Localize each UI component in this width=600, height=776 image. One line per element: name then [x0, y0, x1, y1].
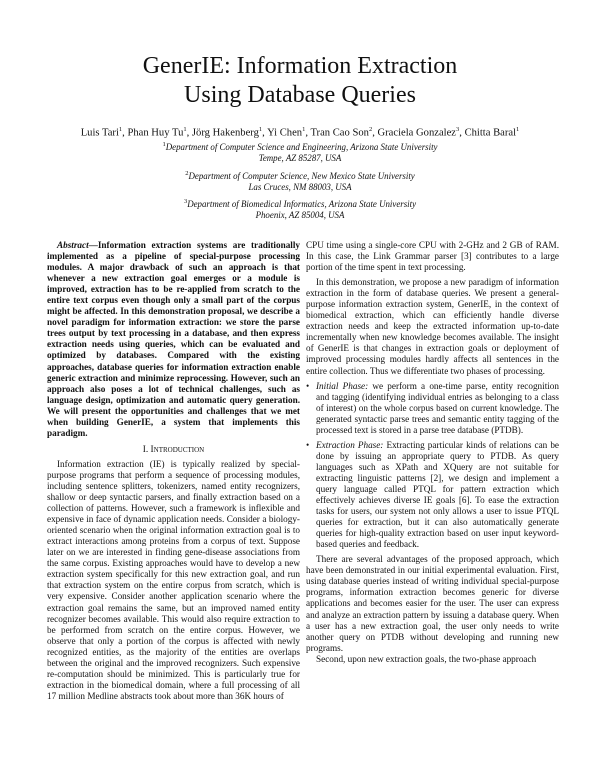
affiliation-dept: Department of Computer Science and Engineering, Arizona State University — [165, 141, 438, 152]
abstract-text: —Information extraction systems are traditionally implemented as a pipeline of special-purpose processing modules. A major drawback of such an approach is that whenever a new extraction goal emerges or a module is improved, extraction has to be re-applied from scratch to the entire text corpus even though only a small part of the corpus might be affected. In this demonstration proposal, we describe a novel paradigm for information extraction: we store the parse trees output by text processing in a database, and then express extraction needs using queries, which can be evaluated and optimized by databases. Compared with the existing approaches, database queries for information extraction enable generic extraction and minimize reprocessing. However, such an approach also poses a lot of technical challenges, such as language design, optimization and automatic query generation. We will present the opportunities and challenges that we met when building GenerIE, a system that implements this paradigm. — [47, 240, 300, 438]
affiliation-3 — [0, 196, 600, 222]
author: Chitta Baral — [464, 127, 517, 139]
bullet-text: we perform a one-time parse, entity recognition and tagging (identifying individual entries as belonging to a class of interest) on the whole corpus based on current knowledge. The generated syntactic parse trees and semantic entity tagging of the processed text is stored in a parse tree database (PTDB). — [316, 380, 559, 435]
author-affiliation-mark: 1 — [516, 126, 520, 133]
bullet-icon: • — [306, 380, 310, 391]
author: Graciela Gonzalez — [377, 127, 457, 139]
bullet-initial-phase — [306, 381, 559, 436]
affiliation-number: 3 — [183, 198, 188, 205]
bullet-label: Initial Phase: — [316, 380, 369, 391]
author: Phan Huy Tu — [127, 127, 184, 139]
author-affiliation-mark: 1 — [302, 126, 306, 133]
affiliation-dept: Department of Computer Science, New Mexico State University — [188, 170, 415, 181]
author-affiliation-mark: 1 — [183, 126, 187, 133]
author: Tran Cao Son — [310, 127, 369, 139]
bullet-extraction-phase — [306, 440, 559, 550]
affiliation-dept: Department of Biomedical Informatics, Arizona State University — [187, 198, 417, 209]
paragraph: In this demonstration, we propose a new paradigm of information extraction in the form of database queries. We present a general-purpose information extraction system, GenerIE, in the context of biomedical extraction, which can efficiently handle diverse extraction needs and keep the extracted information up-to-date incrementally when new knowledge becomes available. The insight of GenerIE is that changes in extraction goals or deployment of improved processing modules hardly affects all sentences in the entire collection. Thus we differentiate two phases of processing. — [306, 277, 559, 376]
bullet-icon: • — [306, 439, 310, 450]
affiliation-number: 2 — [185, 170, 189, 177]
continued-paragraph: CPU time using a single-core CPU with 2-GHz and 2 GB of RAM. In this case, the Link Grammar parser [3] contributes to a large portion of the time spent in text processing. — [306, 240, 559, 273]
bullet-text: Extracting particular kinds of relations can be done by issuing an appropriate query to PTDB. As query languages such as XPath and XQuery are not suitable for extracting linguistic patterns [2], we design and implement a query language called PTQL for pattern extraction which effectively achieves diverse IE goals [6]. To ease the extraction tasks for users, our system not only allows a user to issue PTQL queries for extraction, but it can also automatically generate queries for high-quality extraction based on user input keyword-based queries and feedback. — [316, 439, 559, 550]
affiliation-1 — [0, 139, 600, 165]
affiliation-place: Phoenix, AZ 85004, USA — [255, 210, 345, 221]
title-line-1: GenerIE: Information Extraction — [142, 53, 458, 79]
affiliation-place: Las Cruces, NM 88003, USA — [248, 182, 352, 193]
author-affiliation-mark: 1 — [118, 126, 123, 133]
left-column — [47, 240, 300, 702]
bullet-label: Extraction Phase: — [316, 439, 384, 450]
paragraph: Second, upon new extraction goals, the two-phase approach — [316, 653, 537, 664]
affiliation-place: Tempe, AZ 85287, USA — [258, 153, 342, 164]
author-affiliation-mark: 1 — [258, 126, 263, 133]
author-affiliation-mark: 2 — [368, 126, 373, 133]
abstract — [47, 240, 300, 439]
affiliation-number: 1 — [162, 141, 166, 148]
author-list: Luis Tari$^1$, Phan Huy Tu$^1$, Jörg Hakenberg$^1$, Yi Chen$^1$, Tran Cao Son$^2$, Graciela Gonzalez$^3$, Chitta Baral$^1$ — [80, 126, 520, 139]
author-affiliation-mark: 3 — [456, 126, 460, 133]
title-line-2: Using Database Queries — [184, 82, 416, 108]
paper-title — [0, 52, 600, 110]
abstract-label: Abstract — [57, 240, 89, 250]
section-heading: I. Introduction — [142, 444, 205, 455]
paragraph: There are several advantages of the proposed approach, which have been demonstrated in our initial experimental evaluation. First, using database queries instead of writing individual special-purpose programs, information extraction becomes generic for diverse applications and becomes easier for the user. The user can express and analyze an extraction pattern by issuing a database query. When a user has a new extraction goal, the user only needs to write another query on PTDB without developing and running new programs. — [306, 554, 559, 653]
affiliation-2 — [0, 168, 600, 194]
author: Jörg Hakenberg — [191, 127, 259, 139]
right-column — [306, 240, 559, 665]
author: Luis Tari — [80, 127, 119, 139]
intro-paragraph: Information extraction (IE) is typically realized by special-purpose programs that perform a sequence of processing modules, including sentence splitters, tokenizers, named entity recognizers, shallow or deep syntactic parsers, and finally extraction based on a collection of patterns. However, such a framework is inflexible and expensive in face of dynamic application needs. Consider a biology-oriented scenario when the original information extraction goal is to extract interactions among proteins from a corpus of text. Suppose later on we are interested in finding gene-disease associations from the same corpus. Existing approaches would have to develop a new extraction system specifically for this new extraction goal, and run that extraction system on the entire corpus from scratch, which is very expensive. Consider another application scenario where the extraction goal remains the same, but an improved named entity recognizer becomes available. This would also require extraction to be performed from scratch on the entire corpus. However, we observe that only a portion of the corpus is affected with newly recognized entities, as the majority of the entities are overlaps between the original and the improved recognizers. Such expensive re-computation should be minimized. This is particularly true for extraction in the biomedical domain, where a full processing of all 17 million Medline abstracts took about more than 36K hours of — [47, 458, 300, 701]
author: Yi Chen — [267, 127, 303, 139]
